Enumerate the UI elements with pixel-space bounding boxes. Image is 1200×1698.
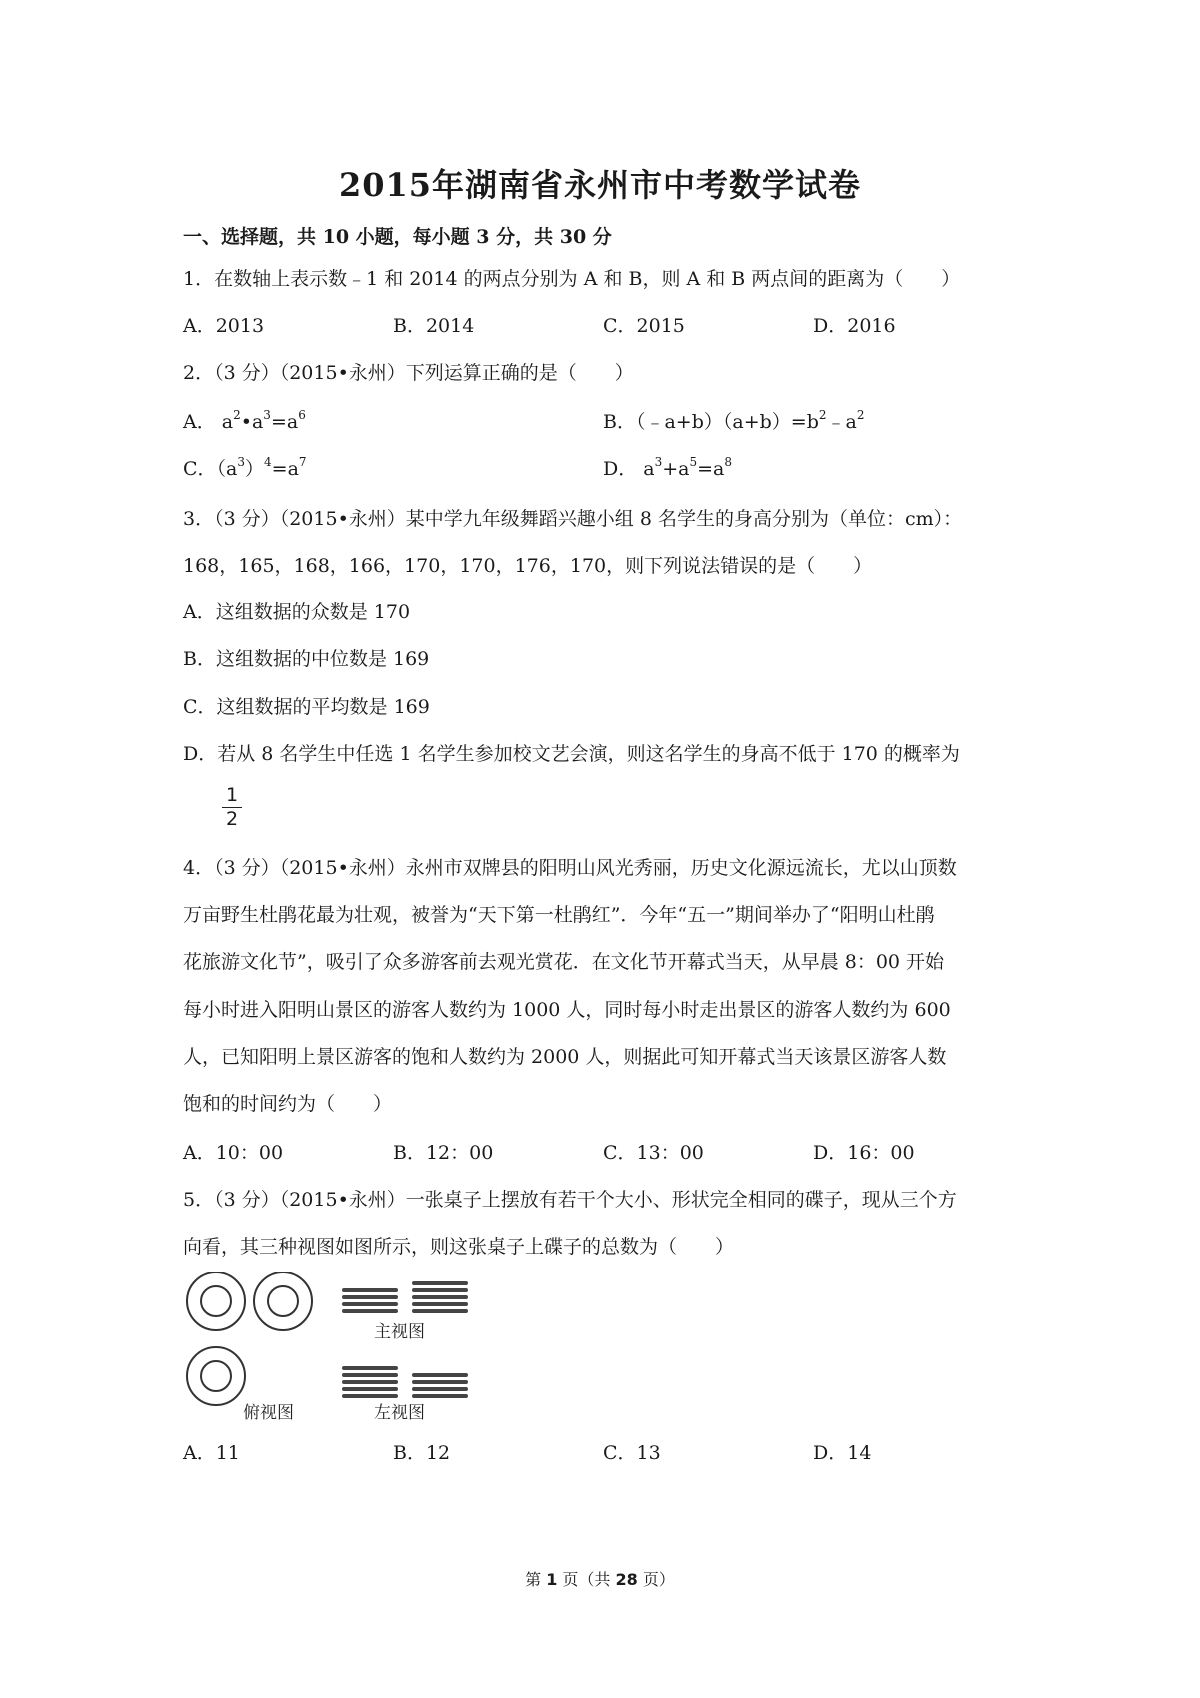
left-view-stack-left bbox=[342, 1366, 398, 1398]
left-view-stack-right bbox=[412, 1373, 468, 1398]
option-label: B． bbox=[603, 411, 636, 433]
front-view-stack-right bbox=[412, 1281, 468, 1313]
footer-middle: 页（共 bbox=[557, 1570, 616, 1589]
q1-option-b: B．2014 bbox=[393, 315, 475, 337]
question-3-stem-line1: 3．（3 分）（2015•永州）某中学九年级舞蹈兴趣小组 8 名学生的身高分别为（单位：cm）： bbox=[183, 508, 963, 530]
q5-option-d: D．14 bbox=[813, 1442, 872, 1464]
page-footer bbox=[0, 1567, 1200, 1590]
total-pages: 28 bbox=[615, 1570, 638, 1589]
question-5-line1: 5．（3 分）（2015•永州）一张桌子上摆放有若干个大小、形状完全相同的碟子，现从三个方 bbox=[183, 1189, 957, 1211]
front-view-label: 主视图 bbox=[374, 1322, 425, 1342]
q4-option-d: D．16：00 bbox=[813, 1142, 915, 1164]
top-view-plate-inner bbox=[201, 1361, 231, 1391]
q4-option-b: B．12：00 bbox=[393, 1142, 494, 1164]
front-view-stack-left bbox=[342, 1288, 398, 1313]
top-view-plate-inner bbox=[268, 1286, 298, 1316]
option-label: D． bbox=[603, 458, 638, 480]
q1-option-c: C．2015 bbox=[603, 315, 685, 337]
top-view-plate-outer bbox=[187, 1347, 245, 1405]
q1-option-d: D．2016 bbox=[813, 315, 896, 337]
top-view-plate-outer bbox=[187, 1272, 245, 1330]
question-3-stem-line2: 168，165，168，166，170，170，176，170，则下列说法错误的是（ ） bbox=[183, 555, 873, 577]
q2-option-a: A． $a^2•a^3=a^6$ bbox=[183, 408, 306, 433]
question-4-line4: 每小时进入阳明山景区的游客人数约为 1000 人，同时每小时走出景区的游客人数约为 600 bbox=[183, 999, 951, 1021]
q3-option-d: D．若从 8 名学生中任选 1 名学生参加校文艺会演，则这名学生的身高不低于 170 的概率为 bbox=[183, 743, 960, 765]
fraction-denominator: 2 bbox=[225, 808, 239, 830]
question-4-line6: 饱和的时间约为（ ） bbox=[183, 1093, 393, 1115]
top-view-plate-inner bbox=[201, 1286, 231, 1316]
question-1-stem: 1．在数轴上表示数﹣1 和 2014 的两点分别为 A 和 B，则 A 和 B 两点间的距离为（ ） bbox=[183, 268, 961, 290]
question-4-line1: 4．（3 分）（2015•永州）永州市双牌县的阳明山风光秀丽，历史文化源远流长，尤以山顶数 bbox=[183, 857, 957, 879]
question-4-line3: 花旅游文化节”，吸引了众多游客前去观光赏花．在文化节开幕式当天，从早晨 8：00 开始 bbox=[183, 951, 945, 973]
option-label: A． bbox=[183, 411, 216, 433]
q2-option-c: C．$(a^3)^4=a^7$ bbox=[183, 455, 307, 480]
q5-option-b: B．12 bbox=[393, 1442, 451, 1464]
q5-option-a: A．11 bbox=[183, 1442, 240, 1464]
q2-option-b: B．$(﹣a+b)(a+b)=b^2﹣a^2$ bbox=[603, 408, 865, 433]
q4-option-c: C．13：00 bbox=[603, 1142, 704, 1164]
option-label: C． bbox=[183, 458, 217, 480]
q2-option-d: D． $a^3+a^5=a^8$ bbox=[603, 455, 733, 480]
question-4-line2: 万亩野生杜鹃花最为壮观，被誉为“天下第一杜鹃红”．今年“五一”期间举办了“阳明山杜鹃 bbox=[183, 904, 935, 926]
question-4-line5: 人，已知阳明上景区游客的饱和人数约为 2000 人，则据此可知开幕式当天该景区游客人数 bbox=[183, 1046, 947, 1068]
q4-option-a: A．10：00 bbox=[183, 1142, 284, 1164]
three-view-figure bbox=[181, 1272, 481, 1432]
top-view-label: 俯视图 bbox=[243, 1403, 294, 1423]
q1-option-a: A．2013 bbox=[183, 315, 265, 337]
q3-option-a: A．这组数据的众数是 170 bbox=[183, 601, 411, 623]
q3-option-c: C．这组数据的平均数是 169 bbox=[183, 696, 430, 718]
document-title: 2015年湖南省永州市中考数学试卷 bbox=[338, 166, 862, 204]
plate-views-diagram bbox=[181, 1272, 481, 1432]
page-number: 1 bbox=[546, 1570, 558, 1589]
left-view-label: 左视图 bbox=[374, 1403, 425, 1423]
section-heading: 一、选择题，共 10 小题，每小题 3 分，共 30 分 bbox=[183, 226, 612, 248]
question-5-line2: 向看，其三种视图如图所示，则这张桌子上碟子的总数为（ ） bbox=[183, 1236, 735, 1258]
top-view-plate-outer bbox=[254, 1272, 312, 1330]
footer-prefix: 第 bbox=[525, 1570, 547, 1589]
q5-option-c: C．13 bbox=[603, 1442, 661, 1464]
q3-option-b: B．这组数据的中位数是 169 bbox=[183, 648, 430, 670]
question-2-stem: 2．（3 分）（2015•永州）下列运算正确的是（ ） bbox=[183, 362, 634, 384]
fraction-numerator: 1 bbox=[222, 784, 242, 808]
footer-suffix: 页） bbox=[637, 1570, 675, 1589]
fraction-one-half bbox=[222, 784, 242, 830]
